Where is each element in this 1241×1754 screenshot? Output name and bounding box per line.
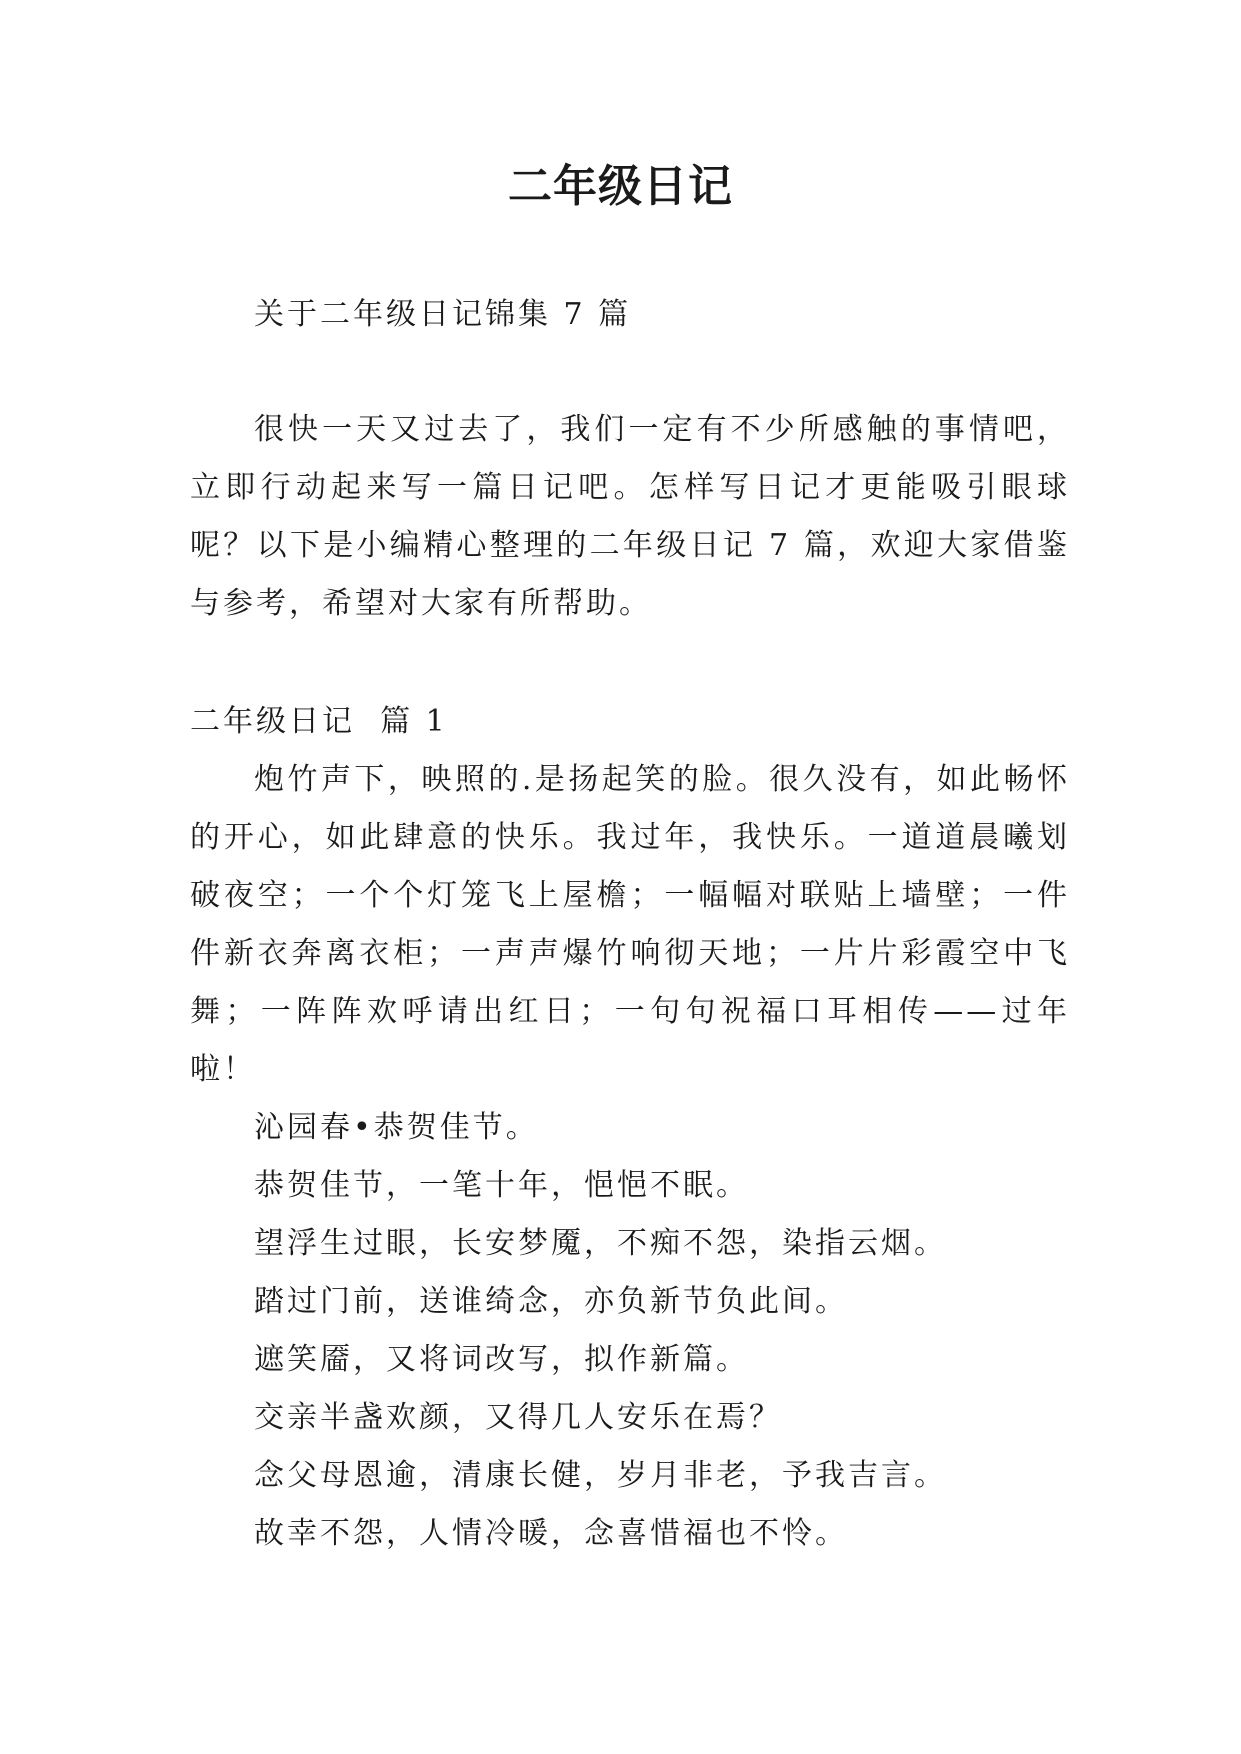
poem-line: 故幸不怨，人情冷暖，念喜惜福也不怜。	[254, 1516, 848, 1551]
document-subtitle: 关于二年级日记锦集 7 篇	[254, 297, 632, 332]
body-paragraph: 炮竹声下，映照的.是扬起笑的脸。很久没有，如此畅怀的开心，如此肆意的快乐。我过年，我快乐。一道道晨曦划破夜空；一个个灯笼飞上屋檐；一幅幅对联贴上墙壁；一件件新衣奔离衣柜；一声声爆竹响彻天地；一片片彩霞空中飞舞；一阵阵欢呼请出红日；一句句祝福口耳相传——过年啦！	[190, 762, 1070, 1087]
poem	[190, 1099, 1070, 1563]
section-heading: 二年级日记 篇 1	[190, 704, 448, 739]
poem-line: 交亲半盏欢颜，又得几人安乐在焉？	[254, 1400, 782, 1435]
poem-line: 恭贺佳节，一笔十年，悒悒不眠。	[254, 1168, 749, 1203]
poem-line: 沁园春•恭贺佳节。	[254, 1110, 539, 1145]
intro-paragraph: 很快一天又过去了，我们一定有不少所感触的事情吧，立即行动起来写一篇日记吧。怎样写日记才更能吸引眼球呢？以下是小编精心整理的二年级日记 7 篇，欢迎大家借鉴与参考，希望对大家有所帮助。	[190, 412, 1070, 621]
document-title: 二年级日记	[508, 161, 733, 212]
poem-line: 遮笑靥，又将词改写，拟作新篇。	[254, 1342, 749, 1377]
poem-line: 望浮生过眼，长安梦魇，不痴不怨，染指云烟。	[254, 1226, 947, 1261]
poem-line: 念父母恩逾，清康长健，岁月非老，予我吉言。	[254, 1458, 947, 1493]
poem-line: 踏过门前，送谁绮念，亦负新节负此间。	[254, 1284, 848, 1319]
